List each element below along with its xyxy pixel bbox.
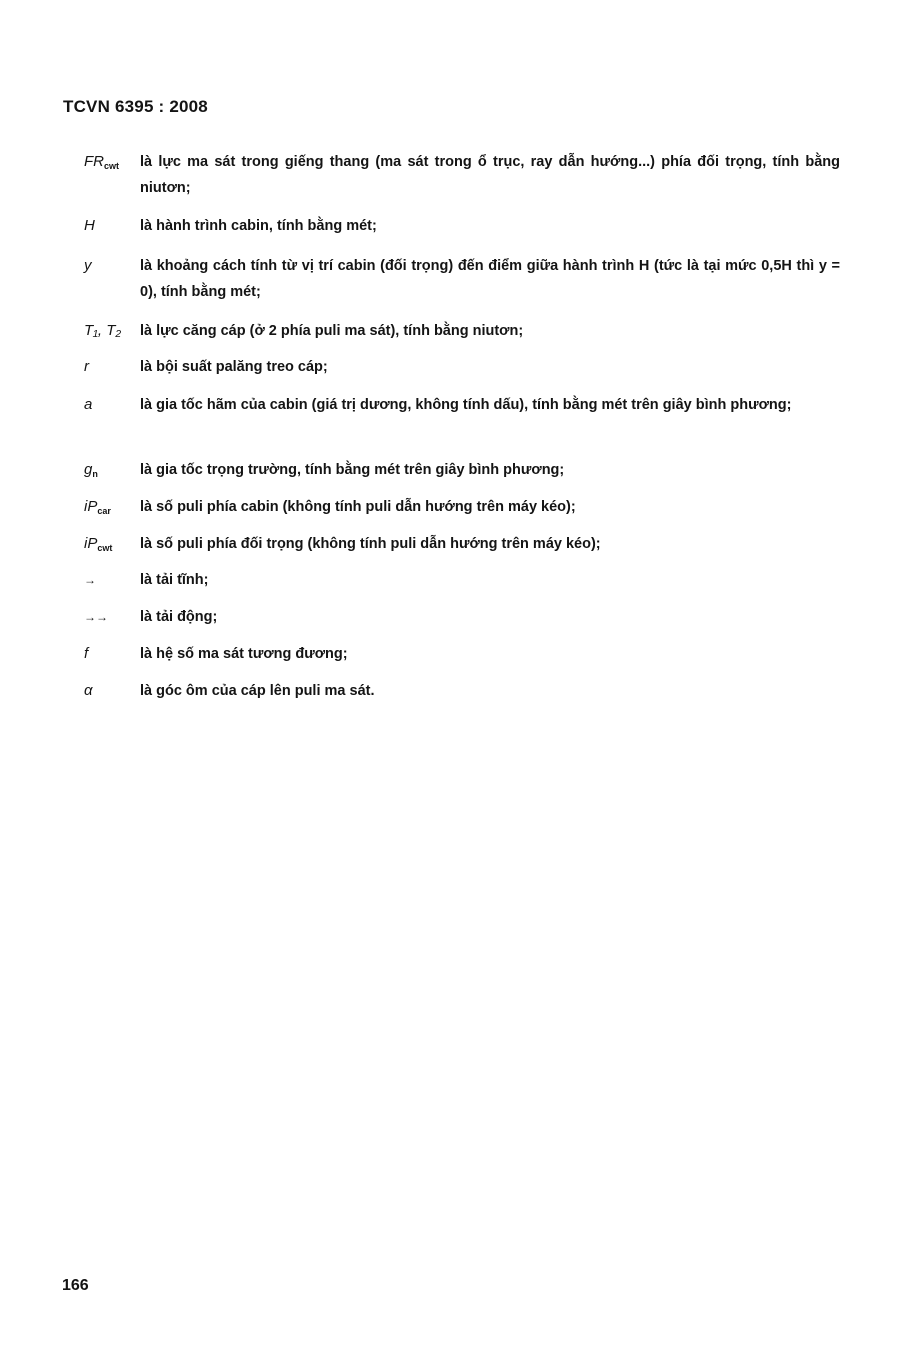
definition-text: là tải tĩnh; xyxy=(140,572,209,588)
definition-text: là hành trình cabin, tính bằng mét; xyxy=(140,218,377,234)
definition-symbol: f xyxy=(84,645,89,662)
page-header: TCVN 6395 : 2008 xyxy=(63,97,208,116)
definition-text: là tải động; xyxy=(140,609,218,625)
definition-symbol: α xyxy=(84,682,93,699)
definition-text: là số puli phía đối trọng (không tính puli dẫn hướng trên máy kéo); xyxy=(140,536,601,552)
definition-text: là gia tốc trọng trường, tính bằng mét trên giây bình phương; xyxy=(140,462,565,478)
definition-symbol: a xyxy=(84,396,93,413)
definition-text: là gia tốc hãm của cabin (giá trị dương, không tính dấu), tính bằng mét trên giây bình phương; xyxy=(140,397,792,413)
dynamic-load-arrow-icon: →→ xyxy=(84,610,108,624)
definition-text: là hệ số ma sát tương đương; xyxy=(140,646,348,662)
page-number: 166 xyxy=(62,1277,89,1294)
definition-symbol: $g_n$ xyxy=(84,461,98,479)
definition-text: là số puli phía cabin (không tính puli dẫn hướng trên máy kéo); xyxy=(140,499,576,515)
definition-symbol: H xyxy=(84,217,95,234)
definition-symbol: $FR_{cwt}$ xyxy=(84,153,120,171)
definition-symbol: r xyxy=(84,358,89,375)
definition-text: là góc ôm của cáp lên puli ma sát. xyxy=(140,683,375,699)
definition-symbol: y xyxy=(84,257,92,274)
definition-text: là lực ma sát trong giếng thang (ma sát trong ổ trục, ray dẫn hướng...) phía đối trọng, tính bằng niutơn; xyxy=(140,154,840,196)
definition-text: là bội suất palăng treo cáp; xyxy=(140,359,328,375)
definition-text: là lực căng cáp (ở 2 phía puli ma sát), tính bằng niutơn; xyxy=(140,323,524,339)
definition-text: là khoảng cách tính từ vị trí cabin (đối trọng) đến điểm giữa hành trình H (tức là tại mức 0,5H thì y = 0), tính bằng mét; xyxy=(140,258,840,300)
definition-symbol: T₁, T₂ xyxy=(84,322,122,339)
static-load-arrow-icon: → xyxy=(84,573,96,587)
definition-symbol: $iP_{cwt}$ xyxy=(84,535,113,553)
definition-symbol: $iP_{car}$ xyxy=(84,498,111,516)
